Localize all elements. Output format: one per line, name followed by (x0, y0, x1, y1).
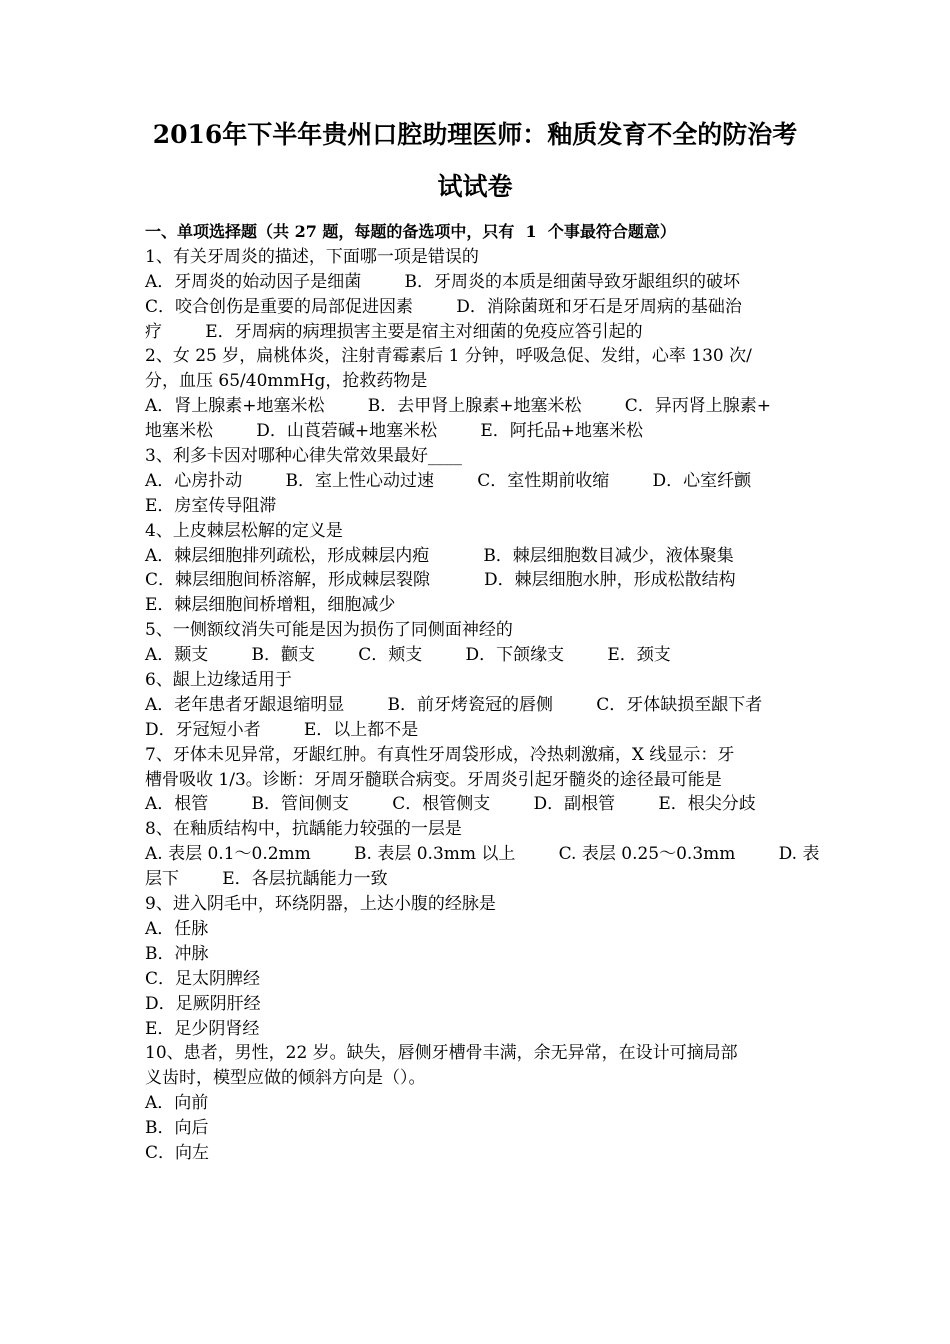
question-3-options-line-1: A．心房扑动 B．室上性心动过速 C．室性期前收缩 D．心室纤颤 (145, 470, 752, 491)
question-5-options: A．颞支 B．颧支 C．颊支 D．下颌缘支 E．颈支 (145, 645, 671, 666)
question-4-stem: 4、上皮棘层松解的定义是 (145, 520, 343, 541)
question-2-stem-line-1: 2、女 25 岁，扁桃体炎，注射青霉素后 1 分钟，呼吸急促、发绀，心率 130 次/ (145, 346, 752, 367)
question-9-option-e: E．足少阴肾经 (145, 1018, 260, 1039)
question-9-option-a: A．任脉 (145, 918, 209, 939)
question-4-options-line-1: A．棘层细胞排列疏松，形成棘层内疱 B．棘层细胞数目减少，液体聚集 (145, 545, 734, 566)
question-8-stem: 8、在釉质结构中，抗龋能力较强的一层是 (145, 819, 462, 840)
question-4-options-line-3: E．棘层细胞间桥增粗，细胞减少 (145, 595, 396, 616)
question-6-stem: 6、龈上边缘适用于 (145, 670, 292, 691)
question-6-options-line-1: A．老年患者牙龈退缩明显 B．前牙烤瓷冠的唇侧 C．牙体缺损至龈下者 (145, 694, 763, 715)
question-3-options-line-2: E．房室传导阻滞 (145, 495, 277, 516)
question-2-options-line-1: A．肾上腺素+地塞米松 B．去甲肾上腺素+地塞米松 C．异丙肾上腺素+ (145, 396, 771, 417)
question-1-options-line-2: C．咬合创伤是重要的局部促进因素 D．消除菌斑和牙石是牙周病的基础治 (145, 296, 742, 317)
question-7-stem-line-1: 7、牙体未见异常，牙龈红肿。有真性牙周袋形成，冷热刺激痛，X 线显示：牙 (145, 744, 735, 765)
question-9-option-b: B．冲脉 (145, 943, 209, 964)
question-1-options-line-3: 疗 E．牙周病的病理损害主要是宿主对细菌的免疫应答引起的 (145, 321, 643, 342)
question-8-options-line-1: A. 表层 0.1～0.2mm B. 表层 0.3mm 以上 C. 表层 0.25～0.3mm D. 表 (145, 844, 820, 865)
question-8-options-line-2: 层下 E．各层抗龋能力一致 (145, 869, 388, 890)
question-1-options-line-1: A．牙周炎的始动因子是细菌 B．牙周炎的本质是细菌导致牙龈组织的破坏 (145, 271, 740, 292)
question-9-option-d: D．足厥阴肝经 (145, 993, 261, 1014)
question-10-option-c: C．向左 (145, 1142, 210, 1163)
question-4-options-line-2: C．棘层细胞间桥溶解，形成棘层裂隙 D．棘层细胞水肿，形成松散结构 (145, 570, 736, 591)
question-9-stem: 9、进入阴毛中，环绕阴器，上达小腹的经脉是 (145, 894, 496, 915)
question-2-stem-line-2: 分，血压 65/40mmHg，抢救药物是 (145, 371, 428, 392)
question-6-options-line-2: D．牙冠短小者 E．以上都不是 (145, 719, 419, 740)
question-3-stem: 3、利多卡因对哪种心律失常效果最好____ (145, 446, 462, 467)
question-7-stem-line-2: 槽骨吸收 1/3。诊断：牙周牙髓联合病变。牙周炎引起牙髓炎的途径最可能是 (145, 769, 722, 790)
question-10-option-a: A．向前 (145, 1093, 209, 1114)
question-2-options-line-2: 地塞米松 D．山莨菪碱+地塞米松 E．阿托品+地塞米松 (145, 421, 643, 442)
question-10-stem-line-2: 义齿时，模型应做的倾斜方向是（）。 (145, 1068, 426, 1089)
question-10-stem-line-1: 10、患者，男性，22 岁。缺失，唇侧牙槽骨丰满，余无异常，在设计可摘局部 (145, 1043, 738, 1064)
section-heading: 一、单项选择题（共 27 题，每题的备选项中，只有 1 个事最符合题意） (145, 222, 676, 241)
question-7-options: A．根管 B．管间侧支 C．根管侧支 D．副根管 E．根尖分歧 (145, 794, 756, 815)
question-1-stem: 1、有关牙周炎的描述，下面哪一项是错误的 (145, 246, 479, 267)
document-title-line-2: 试试卷 (437, 172, 513, 201)
question-5-stem: 5、一侧额纹消失可能是因为损伤了同侧面神经的 (145, 620, 513, 641)
question-10-option-b: B．向后 (145, 1118, 209, 1139)
document-title-line-1: 2016年下半年贵州口腔助理医师：釉质发育不全的防治考 (152, 120, 798, 149)
document-body (145, 220, 825, 1166)
question-9-option-c: C．足太阴脾经 (145, 968, 261, 989)
